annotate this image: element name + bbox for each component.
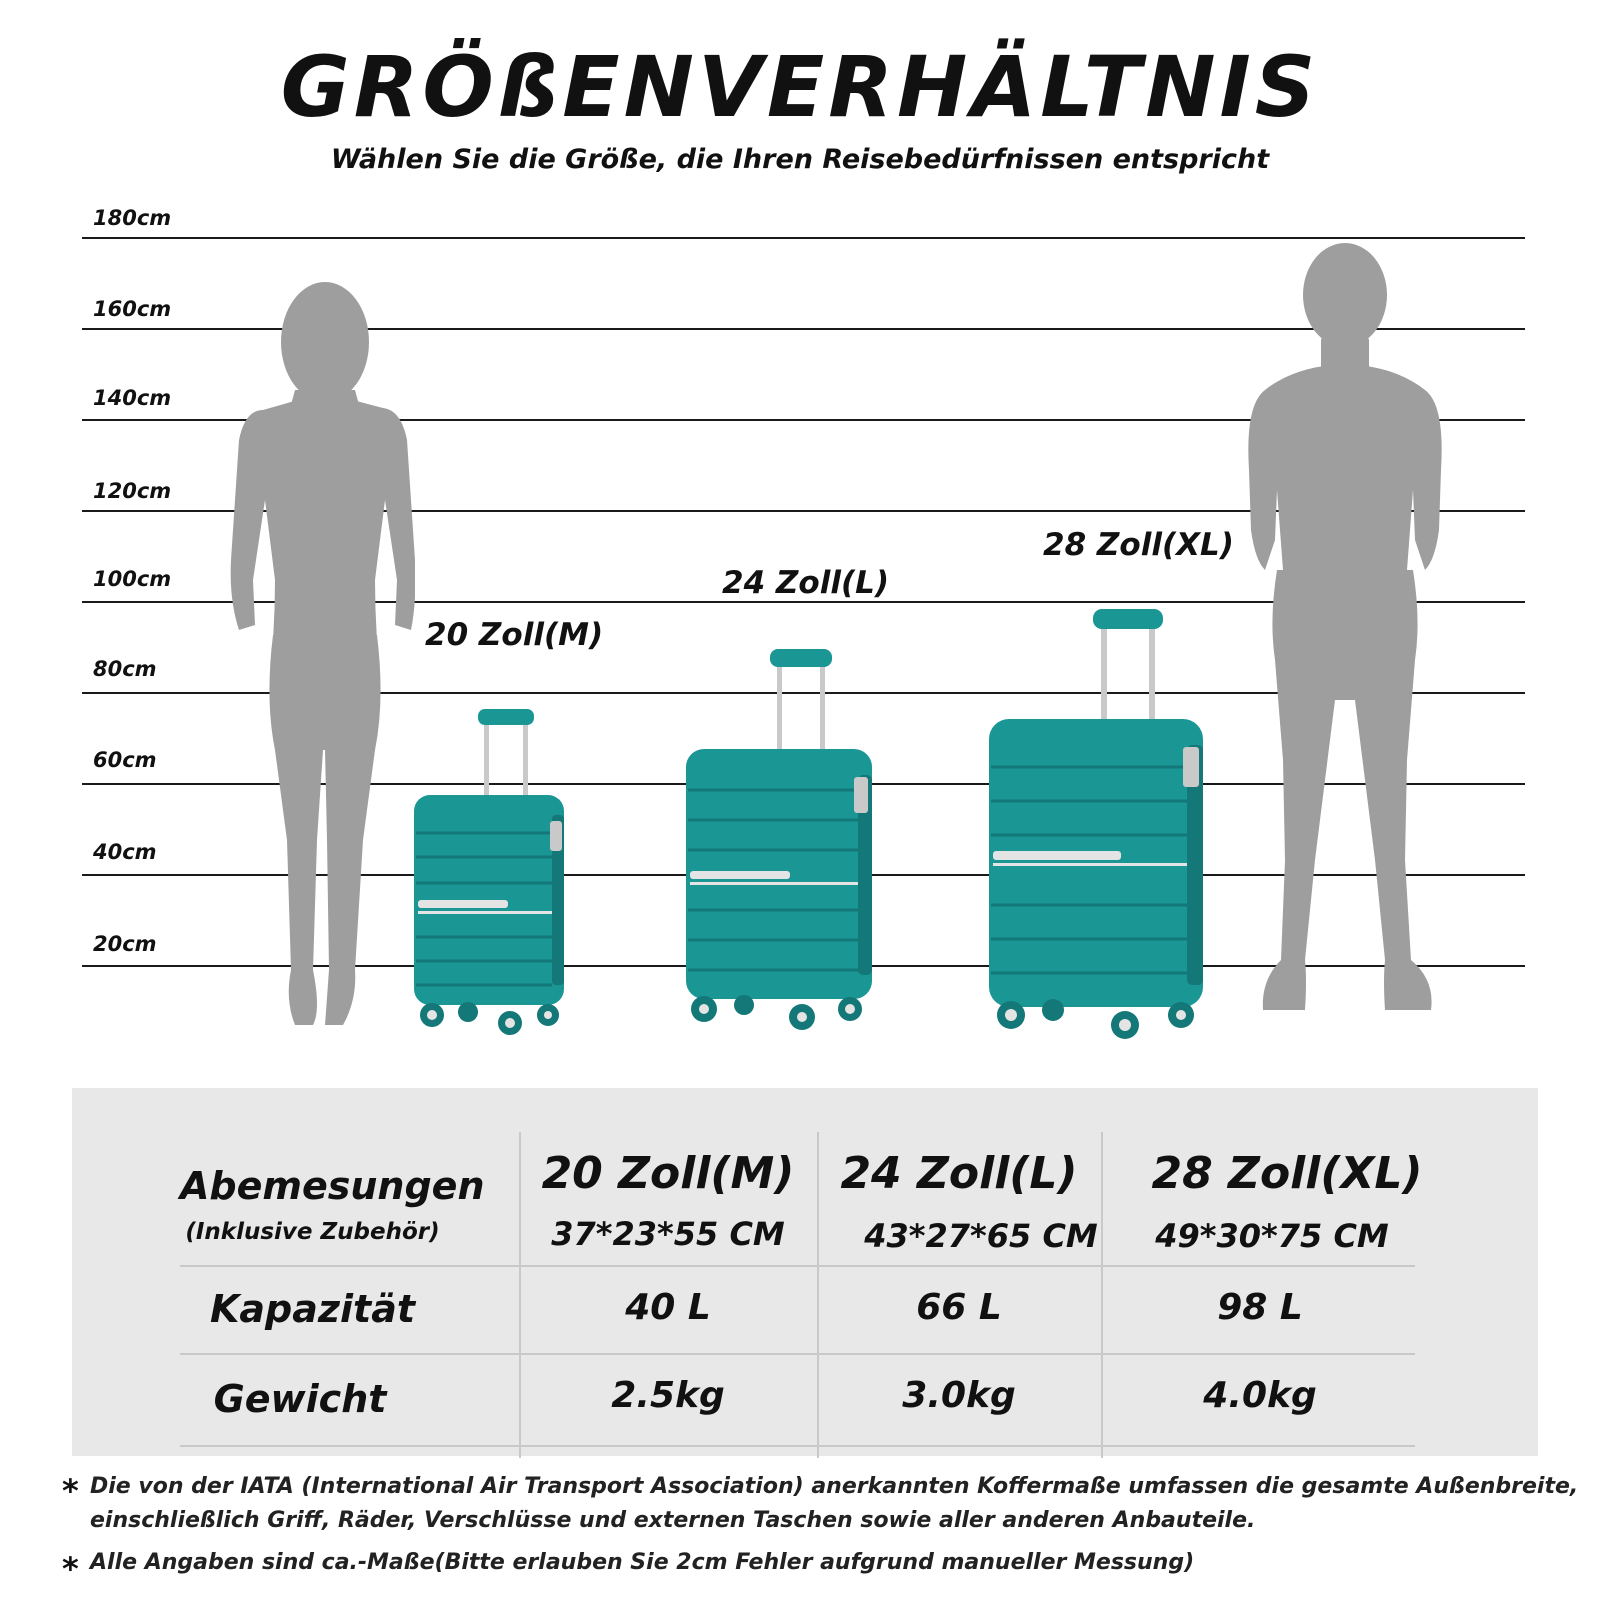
asterisk-icon: * xyxy=(62,1550,79,1588)
footnote-measurement: Alle Angaben sind ca.-Maße(Bitte erlauben Sie 2cm Fehler aufgrund manueller Messung) xyxy=(90,1550,1195,1575)
scale-label-60: 60cm xyxy=(93,748,157,772)
row-header-weight: Gewicht xyxy=(213,1377,387,1421)
row-header-capacity: Kapazität xyxy=(209,1287,416,1331)
row-header-dimensions-note: (Inklusive Zubehör) xyxy=(185,1219,440,1245)
scale-line-180 xyxy=(82,237,1525,239)
scale-label-120: 120cm xyxy=(93,479,172,503)
scale-label-140: 140cm xyxy=(93,386,172,410)
scale-label-100: 100cm xyxy=(93,567,172,591)
table-divider xyxy=(180,1265,1415,1267)
scale-label-40: 40cm xyxy=(93,840,157,864)
scale-label-160: 160cm xyxy=(93,297,172,321)
footnote-iata-line1: Die von der IATA (International Air Transport Association) anerkannten Koffermaße umfassen die gesamte Außenbreite, xyxy=(90,1474,1579,1499)
scale-label-80: 80cm xyxy=(93,657,157,681)
column-header-m: 20 Zoll(M) xyxy=(541,1148,795,1199)
capacity-xl: 98 L xyxy=(1217,1287,1303,1328)
suitcase-icon xyxy=(985,605,1215,1045)
row-header-dimensions: Abemesungen xyxy=(180,1164,485,1208)
capacity-m: 40 L xyxy=(625,1287,711,1328)
asterisk-icon: * xyxy=(62,1472,79,1510)
page-title: GRÖßENVERHÄLTNIS xyxy=(280,38,1320,136)
weight-l: 3.0kg xyxy=(902,1375,1016,1416)
suitcase-icon xyxy=(682,645,882,1040)
table-divider xyxy=(180,1445,1415,1447)
column-header-xl: 28 Zoll(XL) xyxy=(1151,1148,1423,1199)
capacity-l: 66 L xyxy=(916,1287,1002,1328)
suitcase-label-l: 24 Zoll(L) xyxy=(722,565,890,601)
table-divider xyxy=(1101,1132,1103,1458)
woman-silhouette-icon xyxy=(225,280,415,1040)
suitcase-label-m: 20 Zoll(M) xyxy=(425,617,604,653)
man-silhouette-icon xyxy=(1235,240,1455,1040)
scale-label-180: 180cm xyxy=(93,206,172,230)
footnote-iata-line2: einschließlich Griff, Räder, Verschlüsse und externen Taschen sowie aller anderen Anbauteile. xyxy=(90,1508,1256,1533)
column-header-l: 24 Zoll(L) xyxy=(840,1148,1078,1199)
weight-m: 2.5kg xyxy=(611,1375,725,1416)
page-subtitle: Wählen Sie die Größe, die Ihren Reisebedürfnissen entspricht xyxy=(330,144,1270,175)
dimensions-l: 43*27*65 CM xyxy=(864,1217,1098,1255)
dimensions-xl: 49*30*75 CM xyxy=(1155,1217,1389,1255)
table-divider xyxy=(180,1353,1415,1355)
dimensions-m: 37*23*55 CM xyxy=(551,1215,785,1253)
suitcase-icon xyxy=(410,705,575,1040)
scale-label-20: 20cm xyxy=(93,932,157,956)
suitcase-label-xl: 28 Zoll(XL) xyxy=(1043,527,1234,563)
weight-xl: 4.0kg xyxy=(1203,1375,1317,1416)
